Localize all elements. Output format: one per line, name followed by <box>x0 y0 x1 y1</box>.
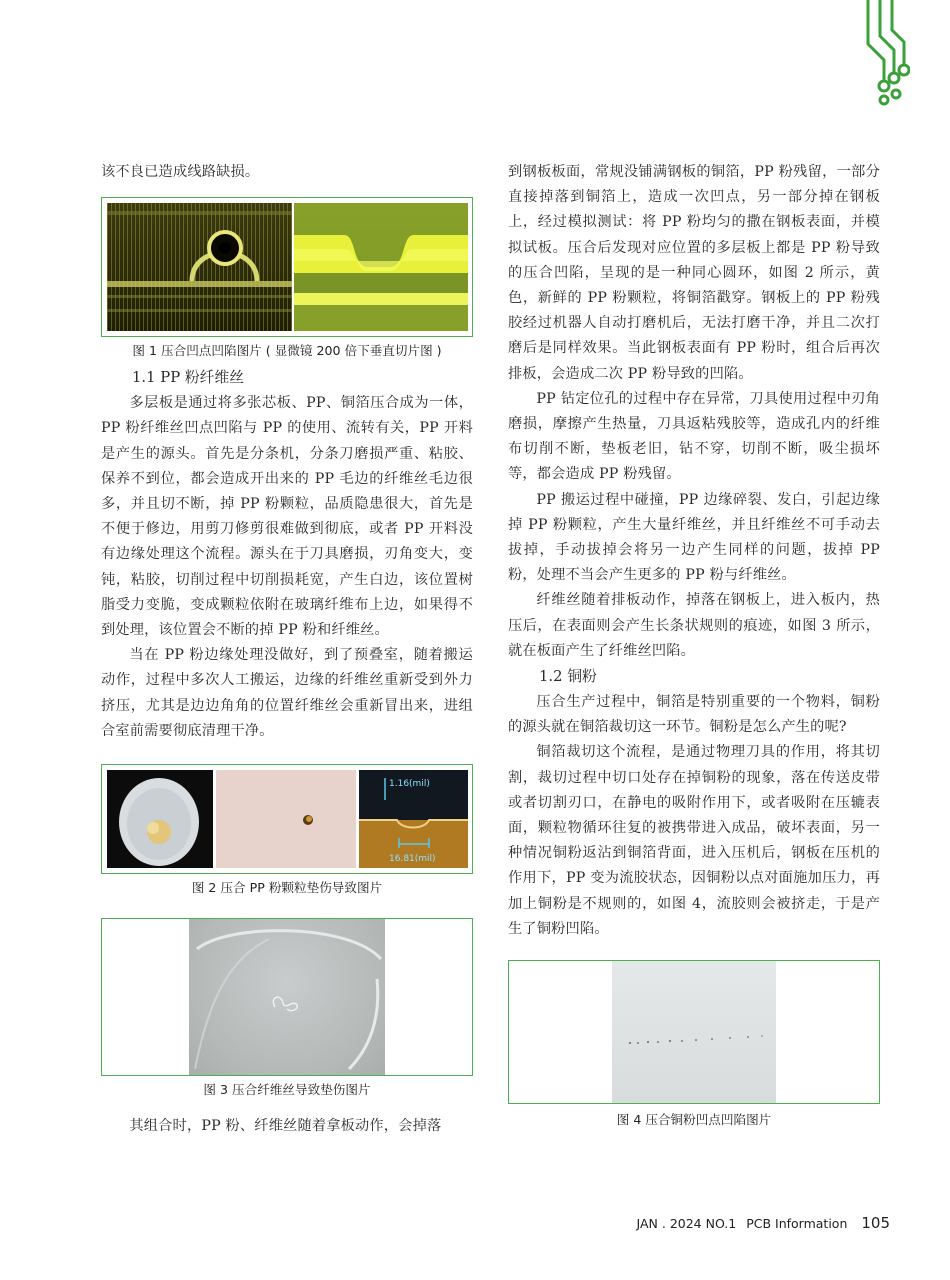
figure-1-left-image <box>107 203 292 331</box>
figure-2-label-bottom: 16.81(mil) <box>389 854 436 865</box>
paragraph: 铜箔裁切这个流程，是通过物理刀具的作用，将其切割，裁切过程中切口处存在掉铜粉的现象，落在传送皮带或者切割刃口，在静电的吸附作用下，或者吸附在压辘表面，颗粒物循环往复的被携带进入成品，破坏表面，另一种情况铜粉返沾到铜箔背面，进入压机后，钢板在压机的作用下，PP 变为流胶状态，因铜粉以点对面施加压力，再加上铜粉是不规则的，如图 4，流胶则会被挤走，于是产生了铜粉凹陷。 <box>508 744 880 937</box>
figure-2-image-1 <box>107 770 213 868</box>
figure-1-caption: 图 1 压合凹点凹陷图片 ( 显微镜 200 倍下垂直切片图 ) <box>132 343 442 359</box>
footer-journal: PCB Information <box>746 1216 848 1231</box>
section-heading-1-2: 1.2 铜粉 <box>539 668 597 686</box>
paragraph: 该不良已造成线路缺损。 <box>101 164 260 180</box>
figure-1-right-image <box>294 203 468 331</box>
figure-3-image <box>189 919 385 1075</box>
footer-issue: JAN . 2024 NO.1 <box>636 1216 737 1231</box>
figure-2 <box>101 764 473 874</box>
figure-2-caption: 图 2 压合 PP 粉颗粒垫伤导致图片 <box>191 880 383 896</box>
paragraph: 纤维丝随着排板动作，掉落在钢板上，进入板内，热压后，在表面则会产生长条状规则的痕迹，如图 3 所示，就在板面产生了纤维丝凹陷。 <box>508 592 880 659</box>
paragraph: 当在 PP 粉边缘处理没做好，到了预叠室，随着搬运动作，过程中多次人工搬运，边缘的纤维丝重新受到外力挤压，尤其是边边角角的位置纤维丝会重新冒出来，进组合室前需要彻底清理干净。 <box>101 647 473 739</box>
left-column <box>101 160 473 1139</box>
figure-3 <box>101 918 473 1076</box>
paragraph: 到钢板板面，常规没铺满钢板的铜箔，PP 粉残留，一部分直接掉落到铜箔上，造成一次凹点，另一部分掉在钢板上，经过模拟测试：将 PP 粉均匀的撒在钢板表面，并模拟试板。压合后发现对应位置的多层板上都是 PP 粉导致的压合凹陷，呈现的是一种同心圆环，如图 2 所示，黄色，新鲜的 PP 粉颗粒，将铜箔戳穿。钢板上的 PP 粉残胶经过机器人自动打磨机后，无法打磨干净，并且二次打磨后是同样效果。当此钢板表面有 PP 粉时，组合后再次排板，会造成二次 PP 粉导致的凹陷。 <box>508 164 880 382</box>
paragraph: 多层板是通过将多张芯板、PP、铜箔压合成为一体， PP 粉纤维丝凹点凹陷与 PP 的使用、流转有关，PP 开料是产生的源头。首先是分条机，分条刀磨损严重、粘胶、保养不到位，都会造成开出来的 PP 毛边的纤维丝毛边很多，并且切不断，掉 PP 粉颗粒，品质隐患很大，首先是不便于修边，用剪刀修剪很难做到彻底，或者 PP 开料没有边缘处理这个流程。源头在于刀具磨损，刃角变大，变钝，粘胶，切削过程中切削损耗宽，产生白边，该位置树脂受力变脆，变成颗粒依附在玻璃纤维布上边，如果得不到处理，该位置会不断的掉 PP 粉和纤维丝。 <box>101 395 473 639</box>
paragraph: PP 搬运过程中碰撞，PP 边缘碎裂、发白，引起边缘掉 PP 粉颗粒，产生大量纤维丝，并且纤维丝不可手动去拔掉，手动拔掉会将另一边产生同样的问题，拔掉 PP 粉，处理不当会产生更多的 PP 粉与纤维丝。 <box>508 491 880 584</box>
section-heading-1-1: 1.1 PP 粉纤维丝 <box>132 369 245 387</box>
figure-4 <box>508 960 880 1104</box>
figure-4-caption: 图 4 压合铜粉凹点凹陷图片 <box>616 1112 772 1128</box>
page-number: 105 <box>861 1214 890 1232</box>
right-column <box>508 160 880 1130</box>
pcb-trace-decoration-icon <box>858 0 910 112</box>
page-footer <box>637 1214 890 1232</box>
figure-1 <box>101 197 473 337</box>
figure-3-caption: 图 3 压合纤维丝导致垫伤图片 <box>203 1082 371 1098</box>
paragraph: 压合生产过程中，铜箔是特别重要的一个物料，铜粉的源头就在铜箔裁切这一环节。铜粉是怎么产生的呢? <box>508 694 880 736</box>
figure-4-image <box>612 961 776 1103</box>
figure-2-label-top: 1.16(mil) <box>389 779 430 790</box>
paragraph: PP 钻定位孔的过程中存在异常，刀具使用过程中刃角磨损，摩擦产生热量，刀具返粘残胶等，造成孔内的纤维布切削不断，垫板老旧，钻不穿，切削不断，吸尘损坏等，都会造成 PP 粉残留。 <box>508 390 880 483</box>
figure-2-image-2 <box>216 770 356 868</box>
paragraph: 其组合时，PP 粉、纤维丝随着拿板动作，会掉落 <box>129 1118 442 1135</box>
figure-2-image-3 <box>359 770 468 868</box>
